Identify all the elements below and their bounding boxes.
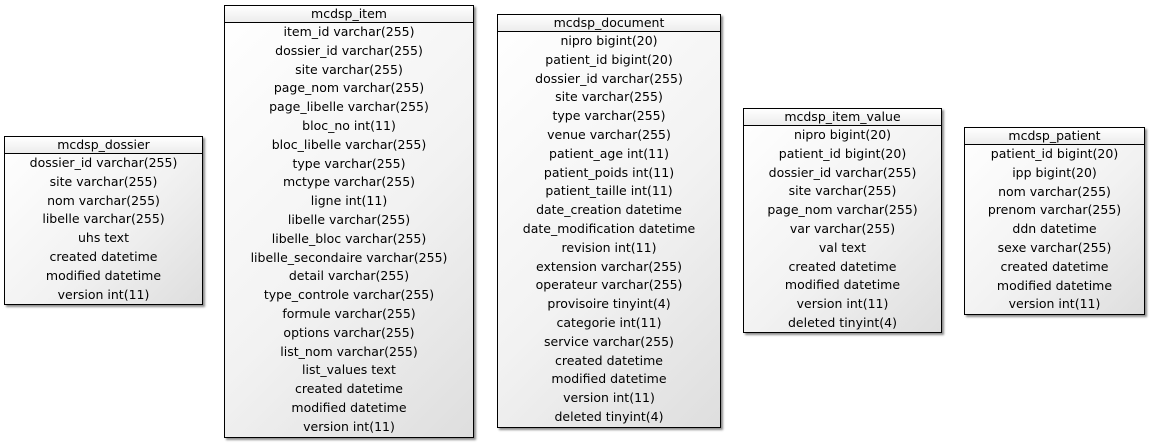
attribute-row: ligne int(11) bbox=[310, 193, 388, 209]
attribute-row: libelle_secondaire varchar(255) bbox=[250, 249, 448, 265]
attribute-list bbox=[965, 145, 1144, 314]
attribute-row: item_id varchar(255) bbox=[283, 24, 415, 39]
attribute-row: detail varchar(255) bbox=[288, 268, 410, 284]
attribute-row: dossier_id varchar(255) bbox=[275, 42, 423, 58]
attribute-row: version int(11) bbox=[1008, 296, 1101, 312]
attribute-list bbox=[744, 126, 941, 333]
attribute-row: ddn datetime bbox=[1012, 221, 1097, 237]
attribute-row: list_values text bbox=[302, 362, 396, 378]
attribute-row: operateur varchar(255) bbox=[535, 277, 683, 293]
attribute-row: patient_id bigint(20) bbox=[545, 51, 673, 67]
attribute-row: version int(11) bbox=[303, 418, 395, 434]
attribute-row: type_controle varchar(255) bbox=[263, 287, 435, 303]
attribute-row: site varchar(255) bbox=[788, 183, 897, 199]
attribute-row: date_modification datetime bbox=[522, 220, 696, 236]
attribute-row: version int(11) bbox=[563, 390, 655, 406]
attribute-row: version int(11) bbox=[796, 296, 889, 312]
attribute-row: nipro bigint(20) bbox=[793, 127, 892, 142]
attribute-row: libelle varchar(255) bbox=[287, 211, 411, 227]
attribute-row: site varchar(255) bbox=[295, 61, 403, 77]
attribute-row: nipro bigint(20) bbox=[560, 33, 658, 48]
attribute-row: patient_age int(11) bbox=[549, 145, 669, 161]
attribute-row: service varchar(255) bbox=[544, 333, 674, 349]
attribute-row: var varchar(255) bbox=[789, 220, 896, 236]
table-mcdsp-item-value[interactable] bbox=[743, 108, 942, 333]
attribute-row: created datetime bbox=[49, 248, 158, 264]
attribute-row: deleted tinyint(4) bbox=[554, 408, 664, 424]
table-title: mcdsp_item bbox=[225, 6, 473, 23]
attribute-row: categorie int(11) bbox=[556, 314, 662, 330]
attribute-row: mctype varchar(255) bbox=[282, 174, 416, 190]
attribute-row: provisoire tinyint(4) bbox=[547, 296, 671, 312]
attribute-row: bloc_no int(11) bbox=[302, 117, 396, 133]
attribute-row: created datetime bbox=[788, 258, 897, 274]
attribute-row: page_libelle varchar(255) bbox=[269, 99, 429, 115]
attribute-row: nom varchar(255) bbox=[998, 183, 1111, 199]
attribute-row: created datetime bbox=[554, 352, 663, 368]
attribute-row: type varchar(255) bbox=[292, 155, 406, 171]
attribute-list bbox=[5, 154, 202, 304]
attribute-row: patient_id bigint(20) bbox=[990, 146, 1119, 161]
table-mcdsp-patient[interactable] bbox=[964, 127, 1145, 315]
attribute-row: deleted tinyint(4) bbox=[788, 314, 897, 330]
attribute-row: site varchar(255) bbox=[49, 173, 158, 189]
attribute-row: bloc_libelle varchar(255) bbox=[271, 136, 427, 152]
attribute-row: page_nom varchar(255) bbox=[273, 80, 425, 96]
attribute-row: dossier_id varchar(255) bbox=[768, 164, 917, 180]
attribute-row: sexe varchar(255) bbox=[997, 239, 1112, 255]
attribute-row: patient_id bigint(20) bbox=[778, 145, 907, 161]
attribute-row: dossier_id varchar(255) bbox=[29, 155, 178, 170]
attribute-row: date_creation datetime bbox=[536, 202, 682, 218]
table-mcdsp-document[interactable] bbox=[497, 14, 721, 428]
attribute-row: page_nom varchar(255) bbox=[767, 202, 918, 218]
attribute-row: version int(11) bbox=[57, 286, 150, 302]
attribute-row: created datetime bbox=[294, 381, 403, 397]
table-title: mcdsp_document bbox=[498, 15, 720, 32]
attribute-row: prenom varchar(255) bbox=[987, 202, 1122, 218]
attribute-list bbox=[498, 32, 720, 427]
attribute-row: revision int(11) bbox=[561, 239, 657, 255]
attribute-row: uhs text bbox=[77, 230, 129, 246]
attribute-row: libelle_bloc varchar(255) bbox=[271, 230, 427, 246]
attribute-row: modified datetime bbox=[291, 399, 407, 415]
attribute-row: modified datetime bbox=[784, 277, 901, 293]
attribute-row: nom varchar(255) bbox=[47, 192, 160, 208]
table-title: mcdsp_patient bbox=[965, 128, 1144, 145]
attribute-row: ipp bigint(20) bbox=[1012, 164, 1097, 180]
attribute-row: patient_poids int(11) bbox=[543, 164, 675, 180]
attribute-row: venue varchar(255) bbox=[547, 126, 671, 142]
attribute-row: modified datetime bbox=[45, 267, 162, 283]
attribute-row: modified datetime bbox=[551, 371, 667, 387]
attribute-row: options varchar(255) bbox=[283, 324, 415, 340]
attribute-row: libelle varchar(255) bbox=[42, 211, 165, 227]
attribute-row: extension varchar(255) bbox=[535, 258, 683, 274]
attribute-row: formule varchar(255) bbox=[282, 305, 416, 321]
attribute-row: list_nom varchar(255) bbox=[280, 343, 418, 359]
table-mcdsp-dossier[interactable] bbox=[4, 136, 203, 305]
table-mcdsp-item[interactable] bbox=[224, 5, 474, 438]
attribute-row: type varchar(255) bbox=[552, 108, 666, 124]
attribute-row: patient_taille int(11) bbox=[545, 183, 673, 199]
table-title: mcdsp_dossier bbox=[5, 137, 202, 154]
table-title: mcdsp_item_value bbox=[744, 109, 941, 126]
attribute-list bbox=[225, 23, 473, 437]
attribute-row: site varchar(255) bbox=[555, 89, 663, 105]
attribute-row: dossier_id varchar(255) bbox=[535, 70, 683, 86]
attribute-row: created datetime bbox=[1000, 258, 1109, 274]
attribute-row: modified datetime bbox=[996, 277, 1113, 293]
attribute-row: val text bbox=[818, 239, 867, 255]
